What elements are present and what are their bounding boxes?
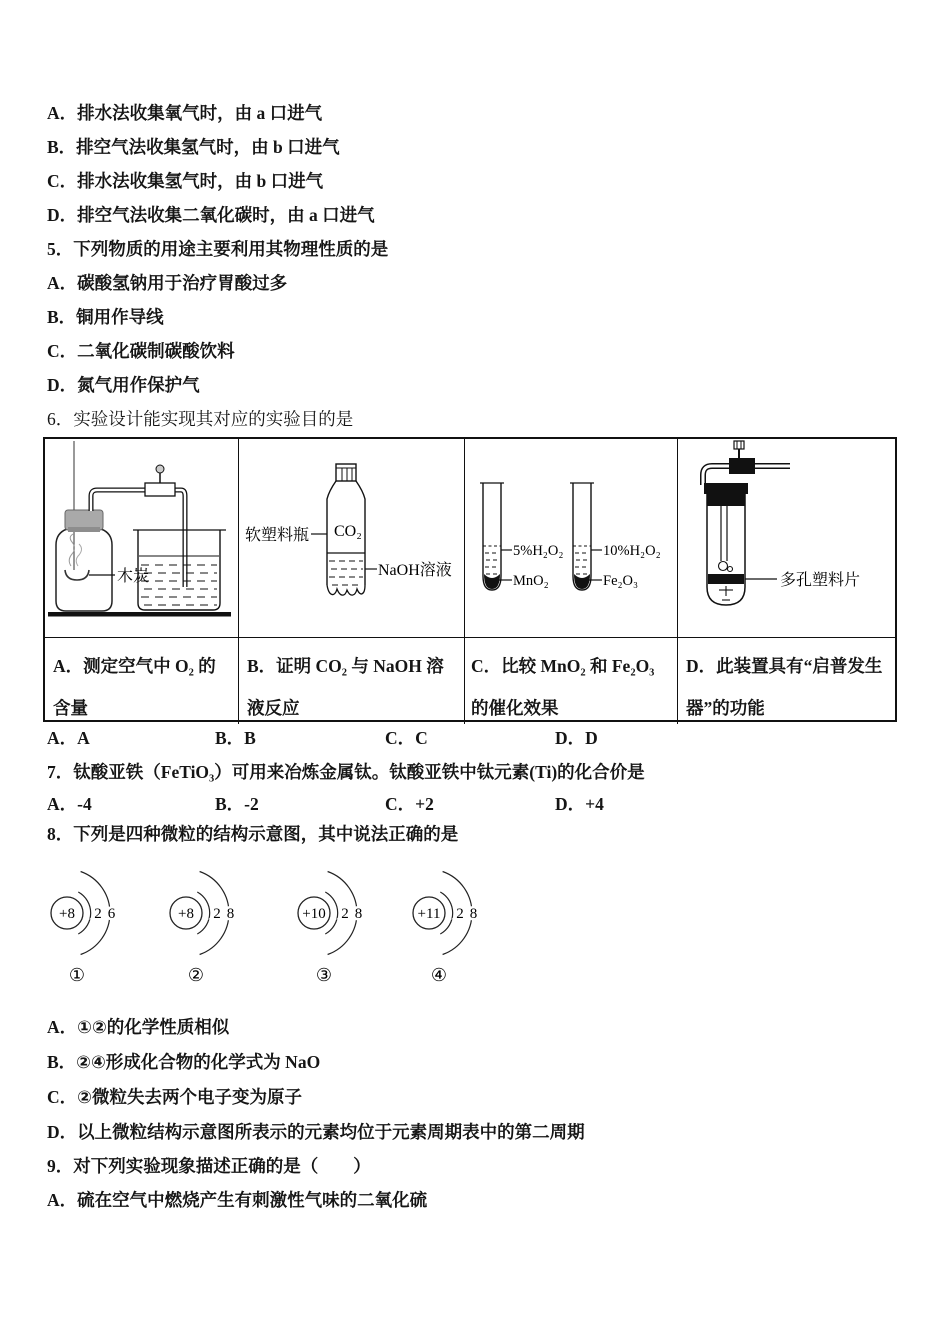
q6-answer-b: B．B [215,728,256,748]
q8-option-c: C．②微粒失去两个电子变为原子 [47,1087,302,1107]
co2-label: CO₂ [334,523,362,540]
catalyst-tubes-diagram [465,439,676,635]
inner-shell-arc-4 [440,892,452,934]
valve-knob [156,465,164,473]
q6-diagram-c-cell [465,439,678,637]
q4-option-b: B．排空气法收集氢气时，由 b 口进气 [47,137,340,157]
particle-diagram-1 [35,869,150,987]
mno2-solid [484,574,500,589]
q4-option-d: D．排空气法收集二氧化碳时，由 a 口进气 [47,205,375,225]
rubber-stopper-bottom [707,494,745,506]
bottle-cap [336,464,356,481]
h2o2-5-label: 5%H₂O₂ [513,543,564,559]
gas-jar [56,529,112,611]
q5-option-b: B．铜用作导线 [47,307,164,327]
q7-option-d: D．+4 [555,794,604,814]
inner-count-3: 2 [341,906,349,922]
q5-option-c: C．二氧化碳制碳酸饮料 [47,341,235,361]
nucleus-charge-1: +8 [59,906,75,922]
q8-option-a: A．①②的化学性质相似 [47,1017,230,1037]
q6-stem: 6．实验设计能实现其对应的实验目的是 [47,409,354,429]
inner-shell-arc-2 [197,892,209,934]
beaker [138,530,220,610]
h2o2-10-label: 10%H₂O₂ [603,543,661,559]
bench-line [48,612,231,617]
q9-option-a: A．硫在空气中燃烧产生有刺激性气味的二氧化硫 [47,1190,428,1210]
inner-shell-arc-1 [78,892,90,934]
q7-option-b: B．-2 [215,794,259,814]
inner-count-1: 2 [94,906,102,922]
q8-option-b: B．②④形成化合物的化学式为 NaO [47,1052,321,1072]
q7-stem: 7．钛酸亚铁（FeTiO₃）可用来冶炼金属钛。钛酸亚铁中钛元素(Ti)的化合价是 [47,762,645,782]
q6-experiment-table [43,437,897,722]
inner-shell-arc-3 [325,892,337,934]
charcoal-jar-diagram [45,439,237,635]
rubber-stopper-top [704,483,748,494]
test-tube-2 [573,483,591,590]
solid-granule-1 [719,562,728,571]
q5-option-d: D．氮气用作保护气 [47,375,200,395]
nucleus-charge-2: +8 [178,906,194,922]
fe2o3-solid [574,574,590,589]
co2-bottle-diagram [239,439,463,635]
q5-stem: 5．下列物质的用途主要利用其物理性质的是 [47,239,389,259]
q7-option-c: C．+2 [385,794,434,814]
particle-diagram-3 [282,869,397,987]
particle-tag-2: ② [187,965,205,985]
bottle-wavy-bottom [327,585,365,595]
q6-answer-c: C．C [385,728,428,748]
outer-count-1: 6 [107,906,116,922]
charcoal-label: 木炭 [117,568,150,585]
q7-option-a: A．-4 [47,794,92,814]
q6-caption-d: D．此装置具有“启普发生器”的功能 [678,637,895,724]
nucleus-charge-3: +10 [302,906,326,922]
outer-count-2: 8 [226,906,235,922]
inner-count-4: 2 [456,906,464,922]
q6-answer-a: A．A [47,728,90,748]
porous-plate [708,574,744,584]
stopcock [729,458,755,474]
naoh-label: NaOH溶液 [378,562,452,579]
outer-count-4: 8 [469,906,478,922]
particle-tag-4: ④ [430,965,448,985]
q4-option-a: A．排水法收集氧气时，由 a 口进气 [47,103,323,123]
q6-caption-a: A．测定空气中 O₂ 的含量 [45,637,239,724]
particle-diagram-2 [154,869,269,987]
stopcock-knob [734,441,744,449]
q4-option-c: C．排水法收集氢气时，由 b 口进气 [47,171,324,191]
solid-granule-2 [728,567,733,572]
outer-count-3: 8 [354,906,363,922]
q6-diagram-b-cell [239,439,465,637]
particle-tag-3: ③ [315,965,333,985]
q9-stem: 9．对下列实验现象描述正确的是（ ） [47,1156,371,1176]
particle-tag-1: ① [68,965,86,985]
q6-diagram-d-cell [678,439,895,637]
jar-stopper-base [68,527,100,532]
q5-option-a: A．碳酸氢钠用于治疗胃酸过多 [47,273,288,293]
q6-diagram-a-cell [45,439,239,637]
fe2o3-label: Fe₂O₃ [603,573,639,589]
q6-caption-c: C．比较 MnO₂ 和 Fe₂O₃ 的催化效果 [465,637,678,724]
kipp-tube-diagram [678,439,893,635]
q6-caption-b: B．证明 CO₂ 与 NaOH 溶液反应 [239,637,465,724]
q8-option-d: D．以上微粒结构示意图所表示的元素均位于元素周期表中的第二周期 [47,1122,585,1142]
inner-count-2: 2 [213,906,221,922]
porous-label: 多孔塑料片 [780,572,861,589]
nucleus-charge-4: +11 [417,906,441,922]
particle-diagram-4 [397,869,512,987]
test-tube-1 [483,483,501,590]
q8-stem: 8．下列是四种微粒的结构示意图，其中说法正确的是 [47,824,459,844]
soft-bottle-label: 软塑料瓶 [245,527,310,544]
pinch-valve [145,483,175,496]
mno2-label: MnO₂ [513,573,549,589]
q6-answer-d: D．D [555,728,598,748]
